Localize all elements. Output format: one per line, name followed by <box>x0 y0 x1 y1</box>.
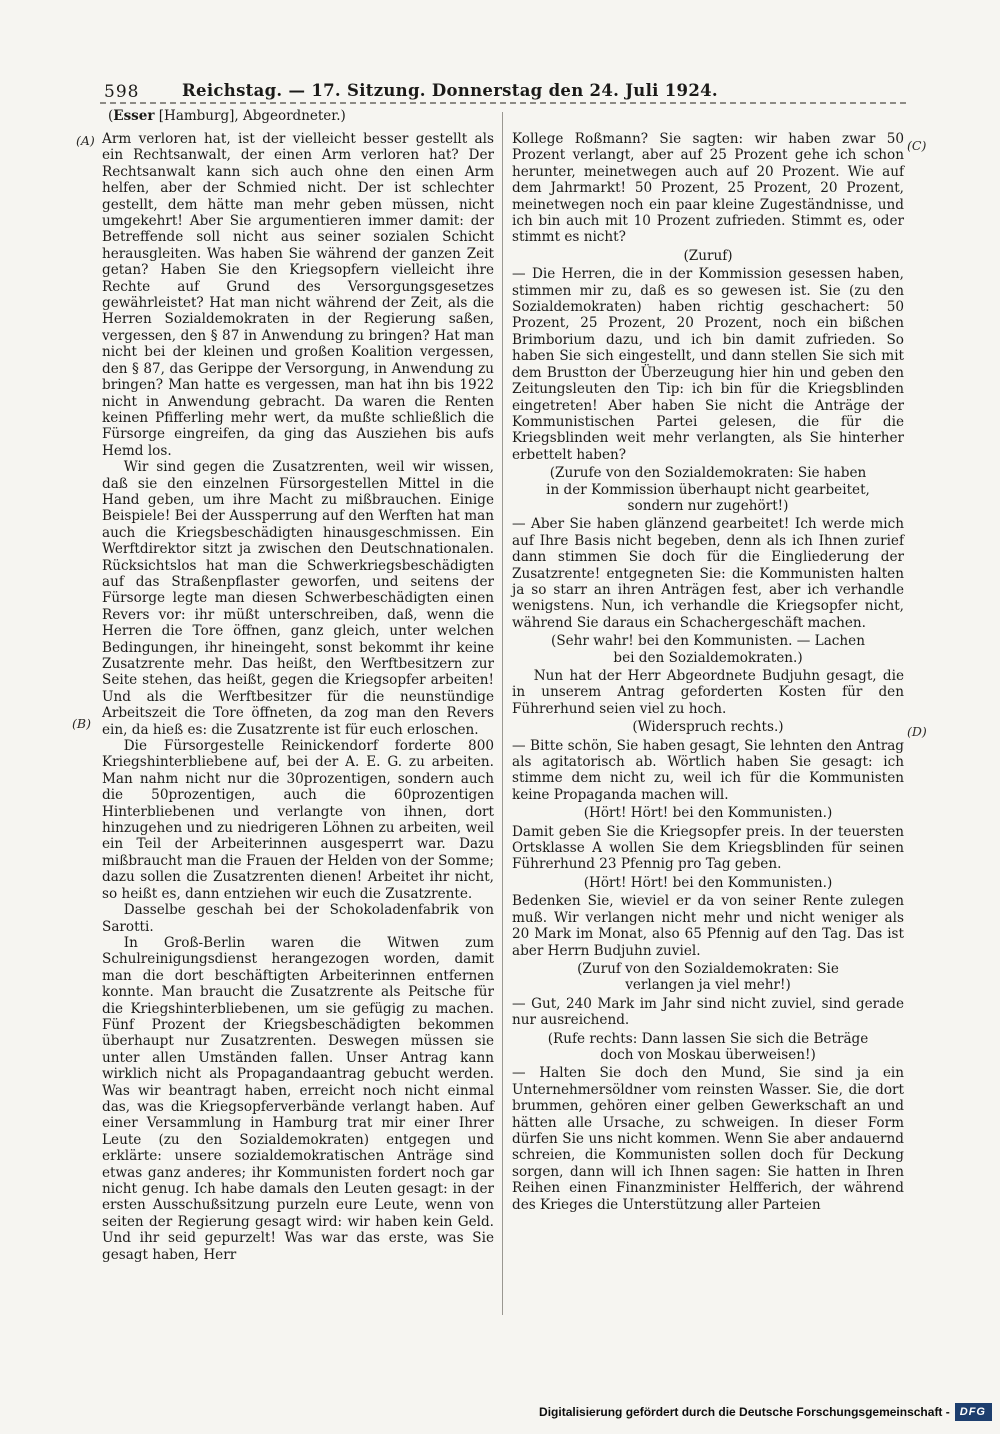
speech-paragraph: — Aber Sie haben glänzend gearbeitet! Ich werde mich auf Ihre Basis nicht begeben, denn als ich Ihnen zurief dann stimmen Sie doch für die Eingliederung der Zusatzrente! entgegneten Sie: die Kommunisten halten ja so starr an ihren Anträgen fest, aber ich verhandle wenigstens. Nun, ich verhandle die Kriegsopfer nicht, während Sie daraus ein Schachergeschäft machen. <box>512 516 904 631</box>
speech-paragraph: — Gut, 240 Mark im Jahr sind nicht zuviel, sind gerade nur ausreichend. <box>512 995 904 1029</box>
margin-marker-b: (B) <box>72 716 91 731</box>
speech-paragraph: In Groß-Berlin waren die Witwen zum Schulreinigungsdienst herangezogen worden, damit man die dort beschäftigten Arbeiterinnen entfernen konnte. Man braucht die Zusatzrente als Peitsche für die Kriegshinterbliebenen, um sie gefügig zu machen. Fünf Prozent der Kriegsbeschädigten bekommen überhaupt nur Zusatzrenten. Deswegen müssen sie unter allen Umständen fallen. Unser Antrag kann wirklich nicht als Propagandaantrag gebucht werden. Was wir beantragt haben, erreicht noch nicht einmal das, was die Kriegsopferverbände verlangt haben. Auf einer Versammlung in Hamburg trat mir einer Ihrer Leute (zu den Sozialdemokraten) entgegen und erklärte: unsere sozialdemokratischen Anträge sind etwas ganz anderes; ihr Kommunisten fordert noch gar nicht genug. Ich habe damals den Leuten gesagt: in der ersten Ausschußsitzung purzeln eure Leute, wenn von seiten der Regierung gesagt wird: wir haben kein Geld. Und ihr seid gepurzelt! Was war das erste, was Sie gesagt haben, Herr <box>102 934 494 1263</box>
speaker-line-prefix: ( <box>108 108 114 124</box>
digitization-credit-text: Digitalisierung gefördert durch die Deutsche Forschungsgemeinschaft - <box>539 1405 950 1419</box>
interjection: (Hört! Hört! bei den Kommunisten.) <box>583 874 833 891</box>
speech-paragraph: — Halten Sie doch den Mund, Sie sind ja ein Unternehmersöldner vom reinsten Wasser. Sie, die dort brummen, gehören einer gelben Gewerkschaft an und hätten alle Ursache, zu schweigen. In dieser Form dürfen Sie uns nicht kommen. Wenn Sie aber andauernd schreien, die Kommunisten sollen doch für Deckung sorgen, dann will ich Ihnen sagen: Sie hatten in Ihren Reihen einen Finanzminister Helfferich, der während des Krieges die Unterstützung aller Parteien <box>512 1065 904 1213</box>
page-header-title: Reichstag. — 17. Sitzung. Donnerstag den 24. Juli 1924. <box>182 81 718 100</box>
digitization-footer <box>0 1403 992 1421</box>
speech-paragraph: Nun hat der Herr Abgeordnete Budjuhn gesagt, die in unserem Antrag geforderten Kosten für den Führerhund seien viel zu hoch. <box>512 668 904 717</box>
speech-paragraph: Damit geben Sie die Kriegsopfer preis. In der teuersten Ortsklasse A wollen Sie dem Kriegsblinden für seinen Führerhund 23 Pfennig pro Tag geben. <box>512 823 904 873</box>
speech-paragraph: Kollege Roßmann? Sie sagten: wir haben zwar 50 Prozent verlangt, aber auf 25 Prozent gehe ich schon herunter, meinetwegen auch auf 20 Prozent. Wie auf dem Jahrmarkt! 50 Prozent, 25 Prozent, 20 Prozent, meinetwegen noch ein paar kleine Zugeständnisse, und ich bin auch mit 10 Prozent zufrieden. Stimmt es, oder stimmt es nicht? <box>512 131 904 246</box>
interjection: (Hört! Hört! bei den Kommunisten.) <box>583 805 833 822</box>
margin-marker-a: (A) <box>76 133 95 148</box>
header-rule <box>100 102 906 104</box>
speaker-line <box>108 108 346 124</box>
speech-paragraph: Arm verloren hat, ist der vielleicht besser gestellt als ein Rechtsanwalt, der einen Arm verloren hat? Der Rechtsanwalt kann sich auch ohne den einen Arm helfen, aber der Schmied nicht. Der ist schlechter gestellt, dem hätte man mehr geben müssen, nicht umgekehrt! Aber Sie argumentieren immer damit: der Betreffende soll nicht aus seiner sozialen Schicht herausgleiten. Was haben Sie während der ganzen Zeit getan? Haben Sie den Kriegsopfern vielleicht ihre Rechte auf Grund des Versorgungsgesetzes gewährleistet? Hat man nicht während der Zeit, als die Herren Sozialdemokraten in der Regierung saßen, vergessen, den § 87 in Anwendung zu bringen? Hat man nicht bei der kleinen und großen Koalition vergessen, den § 87, das Gerippe der Versorgung, in Anwendung zu bringen? Man hatte es vergessen, man hat ihn bis 1922 nicht in Anwendung gebracht. Da waren die Renten keinen Pfifferling mehr wert, da mußte schließlich die Fürsorge eingreifen, da ging das Ausziehen bis aufs Hemd los. <box>102 131 494 459</box>
speaker-name: Esser <box>113 108 155 124</box>
column-divider <box>502 112 503 1315</box>
interjection: (Sehr wahr! bei den Kommunisten. — Lachen bei den Sozialdemokraten.) <box>551 633 865 666</box>
interjection: (Zuruf von den Sozialdemokraten: Sie verlangen ja viel mehr!) <box>577 960 839 994</box>
speech-paragraph: Bedenken Sie, wieviel er da von seiner Rente zulegen muß. Wir verlangen nicht mehr und nicht weniger als 20 Mark im Monat, also 65 Pfennig auf den Tag. Das ist aber Herrn Budjuhn zuviel. <box>512 893 904 959</box>
speech-paragraph: — Bitte schön, Sie haben gesagt, Sie lehnten den Antrag als agitatorisch ab. Wörtlich haben Sie gesagt: ich stimme dem nicht zu, weil ich für die Kommunisten keine Propaganda machen will. <box>512 737 904 803</box>
interjection: (Widerspruch rechts.) <box>632 719 784 736</box>
speech-paragraph: Die Fürsorgestelle Reinickendorf forderte 800 Kriegshinterbliebene auf, bei der A. E. G. zu arbeiten. Man nahm nicht nur die 30prozentigen, sondern auch die 50prozentigen, auch die 60prozentigen Hinterbliebenen und verlangte von ihnen, dort hinzugehen und zu niedrigeren Löhnen zu arbeiten, weil ein Teil der Arbeiterinnen ausgesperrt war. Dazu mißbraucht man die Frauen der Helden von der Somme; dazu sollen die Zusatzrenten dienen! Arbeitet ihr nicht, so heißt es, dann entziehen wir euch die Zusatzrente. <box>102 738 494 902</box>
dfg-logo: DFG <box>955 1403 992 1421</box>
interjection: (Zuruf) <box>683 247 733 264</box>
speech-paragraph: Wir sind gegen die Zusatzrenten, weil wir wissen, daß sie den einzelnen Fürsorgestellen Mittel in die Hand geben, um ihre Macht zu mißbrauchen. Einige Beispiele! Bei der Aussperrung auf den Werften hat man auch die Kriegsbeschädigten hinausgeschmissen. Ein Werftdirektor sitzt ja zwischen den Deutschnationalen. Rücksichtslos hat man die Schwerkriegsbeschädigten auf das Straßenpflaster geworfen, und seitens der Fürsorge legte man diesen Schwerbeschädigten einen Revers vor: ihr müßt unterschreiben, daß, wenn die Herren die Tore öffnen, ganz gleich, unter welchen Bedingungen, ihr hineingeht, sonst bekommt ihr keine Zusatzrente mehr. Das heißt, den Werftbesitzern zur Seite stehen, das heißt, gegen die Kriegsopfer arbeiten! Und als die Werftbesitzer für die neunstündige Arbeitszeit die Tore öffneten, da zog man den Revers ein, da hieß es: die Zusatzrente ist für euch erloschen. <box>102 459 494 738</box>
speech-paragraph: Dasselbe geschah bei der Schokoladenfabrik von Sarotti. <box>102 902 494 935</box>
interjection: (Zurufe von den Sozialdemokraten: Sie haben in der Kommission überhaupt nicht gearbeitet, sondern nur zugehört!) <box>546 465 870 514</box>
margin-marker-c: (C) <box>907 138 927 153</box>
left-text-column <box>102 131 494 1263</box>
speaker-line-rest: [Hamburg], Abgeordneter.) <box>154 108 346 124</box>
speech-paragraph: — Die Herren, die in der Kommission gesessen haben, stimmen mir zu, daß es so gewesen ist. Sie (zu den Sozialdemokraten) haben richtig geschachert: 50 Prozent, 25 Prozent, 20 Prozent, noch ein bißchen Brimborium dazu, und ich bin damit zufrieden. So haben Sie sich eingestellt, und dann stellen Sie sich mit dem Brustton der Überzeugung hier hin und geben den Zeitungsleuten den Tip: ich bin für die Kriegsblinden eingetreten! Aber haben Sie nicht die Anträge der Kommunistischen Partei gelesen, die für die Kriegsblinden weit mehr verlangten, als Sie hinterher erbettelt haben? <box>512 266 904 463</box>
right-text-column <box>512 131 904 1213</box>
interjection: (Rufe rechts: Dann lassen Sie sich die Beträge doch von Moskau überweisen!) <box>547 1030 869 1063</box>
margin-marker-d: (D) <box>907 724 927 739</box>
page-number: 598 <box>104 82 140 102</box>
